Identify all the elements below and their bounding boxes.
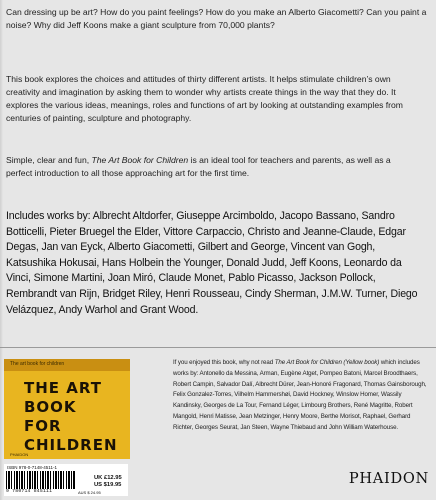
works-list: Includes works by: Albrecht Altdorfer, Giuseppe Arcimboldo, Jacopo Bassano, Sandro Botticelli, Pieter Bruegel the Elder, Vittore Carpaccio, Christo and Jeanne-Claude, Edgar Degas, Jan van Eyck, Alberto Giacometti, Gilbert and George, Vincent van Gogh, Katsushika Hokusai, Hans Holbein the Younger, Donald Judd, Jeff Koons, Leonardo da Vinci, Simone Martini, Joan Miró, Claude Monet, Pablo Picasso, Jackson Pollock, Rembrandt van Rijn, Bridget Riley, Henri Rousseau, Cindy Sherman, J.M.W. Turner, Diego Velázquez, Andy Warhol and Grant Wood.	[6, 210, 418, 316]
also-book-title: The Art Book for Children (Yellow book)	[274, 359, 380, 366]
also-post: which includes works by: Antonello da Messina, Arman, Eugène Atget, Pompeo Batoni, Marcel Broodthaers, Robert Campin, Salvador Dalí, Albrecht Dürer, Jean-Honoré Fragonard, Thomas Gainsborough, Felix Gonzalez-Torres, Vilhelm Hammershøi, David Hockney, Winslow Homer, Wassily Kandinsky, Georges de La Tour, Fernand Léger, Limbourg Brothers, René Magritte, Robert Mangold, Henri Matisse, Jean Metzinger, Henry Moore, Berthe Morisot, Raphael, Gerhard Richter, Georges Seurat, Jan Steen, Wayne Thiebaud and John William Waterhouse.	[173, 359, 427, 431]
intro-summary	[6, 154, 418, 180]
spine-edge	[0, 0, 3, 500]
thumbnail-title: THE ART BOOK FOR CHILDREN	[24, 379, 118, 454]
intro-questions: Can dressing up be art? How do you paint feelings? How do you make an Alberto Giacometti? Can you paint a noise? Why did Jeff Koons make a giant sculpture from 70,000 plants?	[6, 7, 427, 30]
price-uk: UK £12.95	[94, 475, 122, 481]
barcode-bars	[6, 471, 76, 489]
summary-pre: Simple, clear and fun,	[6, 155, 92, 165]
thumbnail-top-text: The art book for children	[10, 361, 65, 367]
summary-book-title: The Art Book for Children	[91, 155, 189, 165]
thumbnail-publisher: PHAIDON	[10, 452, 29, 457]
barcode-panel	[4, 464, 128, 496]
intro-about: This book explores the choices and attitudes of thirty different artists. It helps stimulate children’s own creativity and imagination by asking them to wonder why artists create things in the way that they do. It explores the various ideas, meanings, roles and functions of art by looking at outstanding examples from centuries of painting, sculpture and photography.	[6, 74, 403, 123]
summary-post: is an ideal tool for teachers and parents, as well as a perfect introduction to all those approaching art for the first time.	[6, 155, 391, 178]
publisher-logo: PHAIDON	[348, 470, 429, 487]
barcode-digits: 9 780714 845111	[6, 489, 53, 494]
price-aus: AUS $ 24.95	[78, 490, 101, 495]
price-us: US $19.95	[94, 482, 122, 488]
also-pre: If you enjoyed this book, why not read	[173, 359, 275, 366]
divider	[0, 347, 436, 348]
isbn-label: ISBN 978-0-7148-4511-1	[7, 465, 57, 470]
companion-book-blurb	[173, 358, 431, 434]
companion-book-thumbnail	[4, 359, 130, 459]
